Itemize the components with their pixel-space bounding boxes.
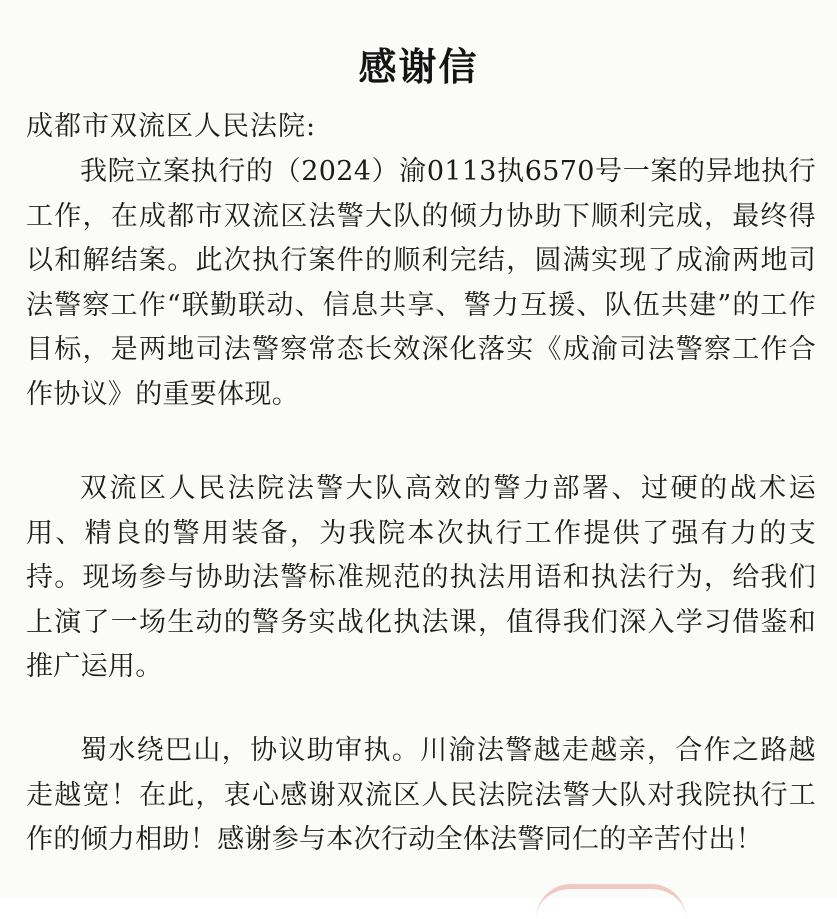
- letter-salutation: 成都市双流区人民法院:: [26, 111, 317, 142]
- letter-paragraph-2: 双流区人民法院法警大队高效的警力部署、过硬的战术运用、精良的警用装备，为我院本次执行工作提供了强有力的支持。现场参与协助法警标准规范的执法用语和执法行为，给我们上演了一场生动的警务实战化执法课，值得我们深入学习借鉴和推广运用。: [26, 473, 816, 682]
- letter-title: 感谢信: [358, 44, 479, 89]
- official-seal-edge: [536, 884, 686, 919]
- letter-paragraph-1: 我院立案执行的（2024）渝0113执6570号一案的异地执行工作，在成都市双流区法警大队的倾力协助下顺利完成，最终得以和解结案。此次执行案件的顺利完结，圆满实现了成渝两地司法警察工作“联勤联动、信息共享、警力互援、队伍共建”的工作目标，是两地司法警察常态长效深化落实《成渝司法警察工作合作协议》的重要体现。: [26, 156, 816, 410]
- letter-paragraph-3: 蜀水绕巴山，协议助审执。川渝法警越走越亲，合作之路越走越宽！在此，衷心感谢双流区人民法院法警大队对我院执行工作的倾力相助！感谢参与本次行动全体法警同仁的辛苦付出！: [26, 735, 816, 855]
